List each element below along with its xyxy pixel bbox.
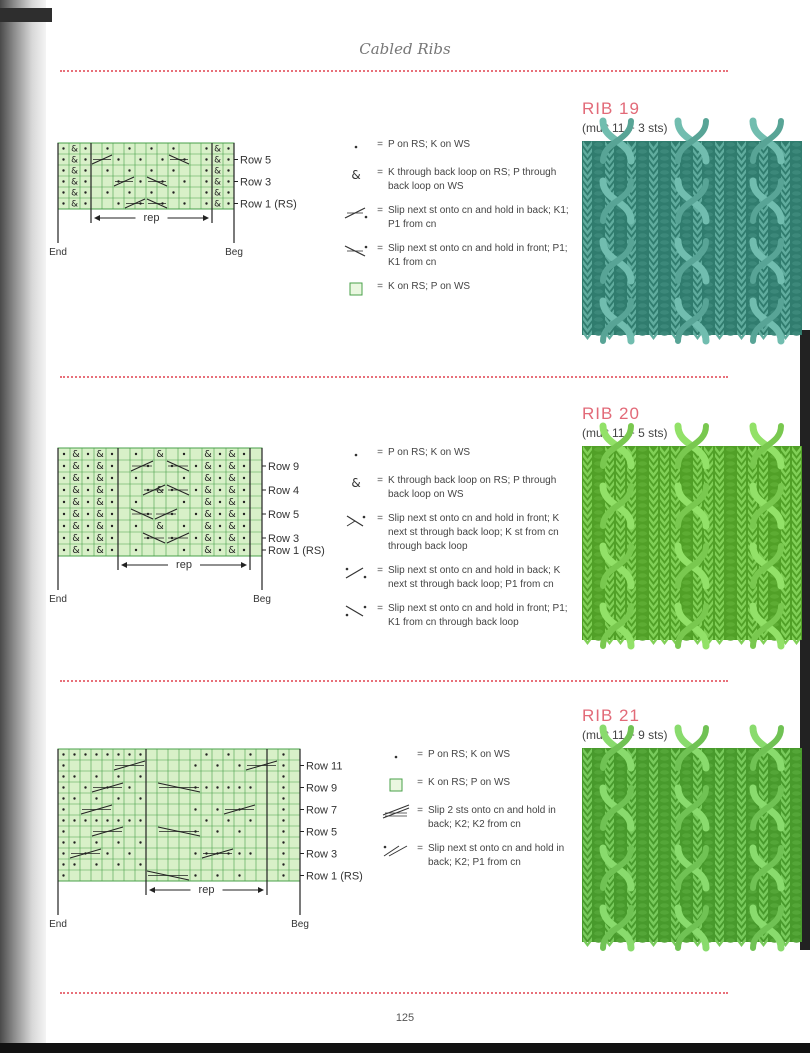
legend-text: Slip next st onto cn and hold in front; P1; K1 from cn through back loop: [388, 603, 568, 628]
svg-text:&: &: [214, 188, 221, 199]
svg-text:&: &: [72, 521, 80, 532]
svg-text:&: &: [96, 461, 104, 472]
row-label: Row 1 (RS): [268, 545, 325, 557]
svg-text:&: &: [228, 485, 236, 496]
svg-text:&: &: [72, 449, 80, 460]
legend-text: P on RS; K on WS: [388, 139, 471, 150]
legend-item: [340, 602, 570, 630]
svg-text:&: &: [71, 166, 78, 177]
svg-text:&: &: [204, 545, 212, 556]
row-label: Row 7: [306, 804, 338, 817]
legend-item: [340, 166, 570, 194]
divider-bottom: [60, 992, 728, 994]
twisted-left-cross-icon: [340, 512, 372, 530]
svg-text:&: &: [156, 485, 164, 496]
knit-square-icon: [380, 776, 412, 794]
end-label: End: [49, 594, 67, 605]
rib-21-legend: [380, 748, 570, 880]
legend-text: Slip next st onto cn and hold in front; P1; K1 from cn: [388, 243, 568, 268]
svg-text:&: &: [204, 485, 212, 496]
legend-text: K through back loop on RS; P through back loop on WS: [388, 167, 557, 192]
svg-text:&: &: [71, 188, 78, 199]
svg-text:&: &: [228, 461, 236, 472]
svg-text:&: &: [228, 545, 236, 556]
svg-text:&: &: [71, 155, 78, 166]
beg-label: Beg: [291, 919, 309, 930]
rep-label: rep: [176, 559, 192, 571]
svg-text:&: &: [72, 461, 80, 472]
equals-sign: =: [417, 749, 423, 760]
row-label: Row 5: [268, 509, 300, 521]
end-label: End: [49, 919, 67, 930]
equals-sign: =: [377, 205, 383, 216]
running-head: Cabled Ribs: [359, 40, 451, 58]
svg-text:&: &: [228, 449, 236, 460]
svg-text:&: &: [204, 461, 212, 472]
equals-sign: =: [377, 243, 383, 254]
book-spine-shadow: [0, 0, 46, 1053]
svg-text:&: &: [228, 521, 236, 532]
svg-text:&: &: [228, 533, 236, 544]
rib-20-legend: [340, 446, 570, 640]
rib-19-multiple: (mult 11 + 3 sts): [582, 121, 668, 135]
rib-20-chart: [44, 445, 325, 617]
rib-21-chart: [44, 746, 364, 946]
rib-20-multiple: (mult 11 + 5 sts): [582, 426, 668, 440]
svg-text:&: &: [96, 545, 104, 556]
purl-dot-icon: [380, 748, 412, 766]
svg-text:&: &: [72, 533, 80, 544]
svg-text:&: &: [72, 509, 80, 520]
double-cable-back-icon: [380, 804, 412, 822]
legend-item: [340, 242, 570, 270]
legend-item: [340, 138, 570, 156]
purl-dot-icon: [340, 138, 372, 156]
svg-text:&: &: [204, 449, 212, 460]
spine-edge: [0, 8, 52, 22]
svg-text:&: &: [214, 155, 221, 166]
svg-text:&: &: [71, 199, 78, 210]
svg-text:&: &: [96, 485, 104, 496]
legend-item: [380, 748, 570, 766]
rib-19-chart-svg: [44, 140, 304, 282]
row-label: Row 9: [268, 461, 300, 473]
svg-text:&: &: [204, 521, 212, 532]
legend-item: [380, 776, 570, 794]
svg-text:&: &: [214, 199, 221, 210]
knit-square-icon: [340, 280, 372, 298]
rib-20-chart-svg: [44, 445, 325, 617]
rib-21-multiple: (mult 11 + 9 sts): [582, 728, 668, 742]
legend-item: [380, 804, 570, 832]
svg-text:&: &: [351, 168, 361, 182]
svg-text:&: &: [96, 521, 104, 532]
svg-text:&: &: [228, 473, 236, 484]
right-cross-2-purl-icon: [380, 842, 412, 860]
legend-item: [340, 474, 570, 502]
row-label: Row 1 (RS): [240, 198, 297, 211]
bottom-edge: [0, 1043, 810, 1053]
equals-sign: =: [377, 281, 383, 292]
equals-sign: =: [377, 167, 383, 178]
equals-sign: =: [377, 565, 383, 576]
svg-text:&: &: [71, 177, 78, 188]
row-label: Row 3: [268, 533, 300, 545]
svg-text:&: &: [214, 144, 221, 155]
equals-sign: =: [377, 139, 383, 150]
svg-text:&: &: [204, 533, 212, 544]
legend-item: [380, 842, 570, 870]
svg-text:&: &: [96, 473, 104, 484]
legend-text: Slip next st onto cn and hold in front; K next st through back loop; K st from cn through back loop: [388, 513, 560, 552]
svg-text:&: &: [351, 476, 361, 490]
legend-text: K through back loop on RS; P through back loop on WS: [388, 475, 557, 500]
twisted-right-purl-cross-icon: [340, 564, 372, 582]
row-label: Row 5: [306, 826, 338, 839]
divider-top: [60, 70, 728, 72]
legend-text: Slip next st onto cn and hold in back; K next st through back loop; P1 from cn: [388, 565, 561, 590]
svg-text:&: &: [96, 449, 104, 460]
svg-text:&: &: [96, 509, 104, 520]
legend-text: P on RS; K on WS: [388, 447, 471, 458]
svg-text:&: &: [214, 166, 221, 177]
row-label: Row 9: [306, 782, 338, 795]
svg-text:&: &: [72, 545, 80, 556]
legend-item: [340, 564, 570, 592]
legend-text: K on RS; P on WS: [388, 281, 471, 292]
right-cross-purl-icon: [340, 204, 372, 222]
beg-label: Beg: [253, 594, 271, 605]
legend-item: [340, 204, 570, 232]
row-label: Row 5: [240, 154, 272, 167]
legend-text: P on RS; K on WS: [428, 749, 511, 760]
rib-20-title: RIB 20: [582, 404, 640, 423]
legend-item: [340, 512, 570, 554]
end-label: End: [49, 247, 67, 258]
purl-dot-icon: [340, 446, 372, 464]
twisted-left-purl-cross-icon: [340, 602, 372, 620]
equals-sign: =: [377, 513, 383, 524]
svg-text:&: &: [71, 144, 78, 155]
rib-20-swatch-photo: [582, 446, 802, 640]
equals-sign: =: [417, 805, 423, 816]
legend-item: [340, 280, 570, 298]
rib-21-chart-svg: [44, 746, 364, 946]
twisted-knit-icon: [340, 474, 372, 492]
svg-text:&: &: [156, 521, 164, 532]
legend-text: Slip next st onto cn and hold in back; K2; P1 from cn: [428, 843, 565, 868]
row-label: Row 4: [268, 485, 300, 497]
rib-21-swatch-photo: [582, 748, 802, 942]
rib-19-chart: [44, 140, 304, 282]
svg-text:&: &: [228, 509, 236, 520]
equals-sign: =: [377, 475, 383, 486]
rib-21-title: RIB 21: [582, 706, 640, 725]
row-label: Row 1 (RS): [306, 870, 363, 883]
left-cross-purl-icon: [340, 242, 372, 260]
svg-text:&: &: [72, 497, 80, 508]
legend-item: [340, 446, 570, 464]
rib-19-swatch-photo: [582, 141, 802, 335]
svg-text:&: &: [204, 509, 212, 520]
row-label: Row 3: [240, 176, 272, 189]
svg-text:&: &: [96, 497, 104, 508]
svg-text:&: &: [96, 533, 104, 544]
svg-text:&: &: [204, 473, 212, 484]
rep-label: rep: [198, 884, 215, 896]
legend-text: K on RS; P on WS: [428, 777, 511, 788]
legend-text: Slip next st onto cn and hold in back; K1; P1 from cn: [388, 205, 569, 230]
divider-1: [60, 376, 728, 378]
page-number: 125: [395, 1012, 415, 1024]
svg-text:&: &: [72, 485, 80, 496]
svg-text:&: &: [204, 497, 212, 508]
svg-text:&: &: [214, 177, 221, 188]
twisted-knit-icon: [340, 166, 372, 184]
legend-text: Slip 2 sts onto cn and hold in back; K2; K2 from cn: [428, 805, 556, 830]
row-label: Row 11: [306, 760, 343, 773]
equals-sign: =: [377, 603, 383, 614]
rib-19-title: RIB 19: [582, 99, 640, 118]
svg-text:&: &: [228, 497, 236, 508]
svg-text:&: &: [72, 473, 80, 484]
equals-sign: =: [377, 447, 383, 458]
equals-sign: =: [417, 777, 423, 788]
row-label: Row 3: [306, 848, 338, 861]
equals-sign: =: [417, 843, 423, 854]
rep-label: rep: [143, 212, 160, 224]
divider-2: [60, 680, 728, 682]
svg-text:&: &: [156, 449, 164, 460]
rib-19-legend: [340, 138, 570, 308]
beg-label: Beg: [225, 247, 243, 258]
